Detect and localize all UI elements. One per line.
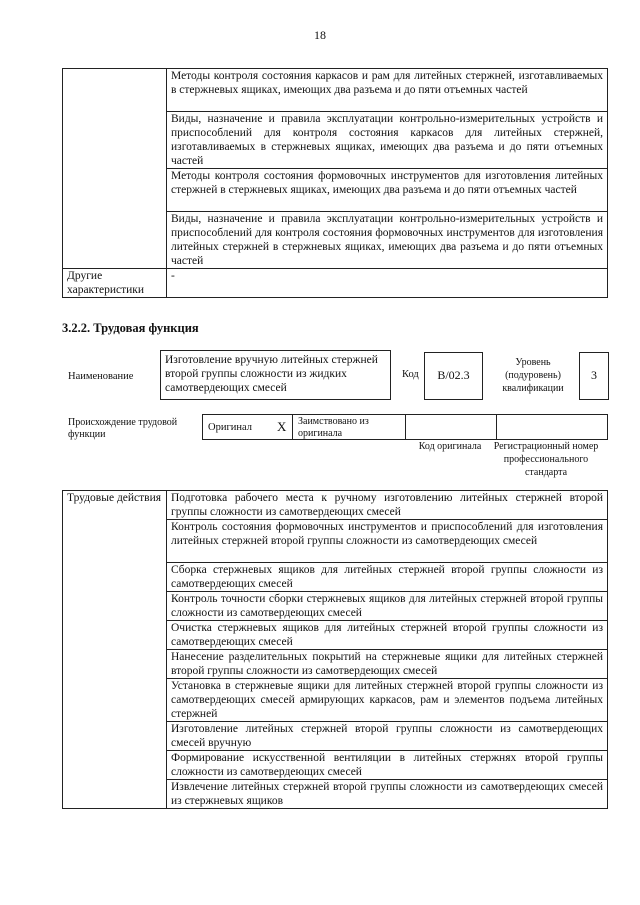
empty-label-cell [63, 69, 167, 269]
section-heading: 3.2.2. Трудовая функция [62, 321, 199, 335]
code-label: Код [402, 369, 419, 380]
table-cell: Контроль точности сборки стержневых ящиков для литейных стержней второй группы сложности из самотвердеющих смесей [167, 592, 608, 621]
table-row [63, 491, 608, 520]
page-number: 18 [314, 28, 326, 42]
table-cell: Установка в стержневые ящики для литейных стержней второй группы сложности из самотвердеющих смесей армирующих каркасов, рам и элементов подъема литейных стержней [167, 679, 608, 722]
registration-number-caption: Регистрационный номер профессионального стандарта [493, 441, 599, 478]
table-cell: Подготовка рабочего места к ручному изготовлению литейных стержней второй группы сложности из самотвердеющих смесей [167, 491, 608, 520]
code-original-caption: Код оригинала [418, 441, 482, 452]
table-cell: Формирование искусственной вентиляции в литейных стержнях второй группы сложности из самотвердеющих смесей [167, 751, 608, 780]
level-value: 3 [591, 368, 597, 382]
other-characteristics-value: - [167, 269, 608, 298]
table-cell: Очистка стержневых ящиков для литейных стержней второй группы сложности из самотвердеющих смесей [167, 621, 608, 650]
code-value: B/02.3 [437, 368, 470, 382]
table-cell: Виды, назначение и правила эксплуатации контрольно-измерительных устройств и приспособлений для контроля состояния формовочных инструментов для изготовления литейных стержней в стержневых ящиках, имеющих два разъема и до пяти отъемных частей [167, 212, 608, 269]
labor-actions-table [62, 490, 608, 809]
original-mark: X [277, 419, 287, 434]
function-name: Изготовление вручную литейных стержней второй группы сложности из жидких самотвердеющих смесей [165, 354, 378, 394]
knowledge-table [62, 68, 608, 298]
divider [292, 415, 293, 439]
table-cell: Контроль состояния формовочных инструментов и приспособлений для изготовления литейных стержней второй группы сложности из самотвердеющих смесей [167, 520, 608, 563]
other-characteristics-label: Другие характеристики [63, 269, 167, 298]
divider [405, 415, 406, 439]
level-box [579, 352, 609, 400]
function-name-box [160, 350, 391, 400]
table-row [63, 269, 608, 298]
labor-actions-label: Трудовые действия [63, 491, 167, 809]
divider [496, 415, 497, 439]
table-cell: Виды, назначение и правила эксплуатации контрольно-измерительных устройств и приспособлений для контроля состояния каркасов для литейных стержней, изготавливаемых в стержневых ящиках, имеющих два разъема и до пяти отъемных частей [167, 112, 608, 169]
table-cell: Сборка стержневых ящиков для литейных стержней второй группы сложности из самотвердеющих смесей [167, 563, 608, 592]
original-label: Оригинал [208, 422, 252, 433]
table-row [63, 69, 608, 112]
name-label: Наименование [68, 371, 134, 382]
table-cell: Методы контроля состояния формовочных инструментов для изготовления литейных стержней в стержневых ящиках, имеющих два разъема и до пяти отъемных частей [167, 169, 608, 212]
table-cell: Извлечение литейных стержней второй группы сложности из самотвердеющих смесей из стержневых ящиков [167, 780, 608, 809]
code-box [424, 352, 483, 400]
table-cell: Методы контроля состояния каркасов и рам для литейных стержней, изготавливаемых в стержневых ящиках, имеющих два разъема и до пяти отъемных частей [167, 69, 608, 112]
qualification-level-label: Уровень (подуровень) квалификации [502, 357, 564, 394]
table-cell: Нанесение разделительных покрытий на стержневые ящики для литейных стержней второй группы сложности из самотвердеющих смесей [167, 650, 608, 679]
borrowed-label: Заимствовано из оригинала [298, 416, 369, 439]
table-cell: Изготовление литейных стержней второй группы сложности из самотвердеющих смесей вручную [167, 722, 608, 751]
origin-box [202, 414, 608, 440]
origin-label: Происхождение трудовой функции [68, 417, 178, 440]
